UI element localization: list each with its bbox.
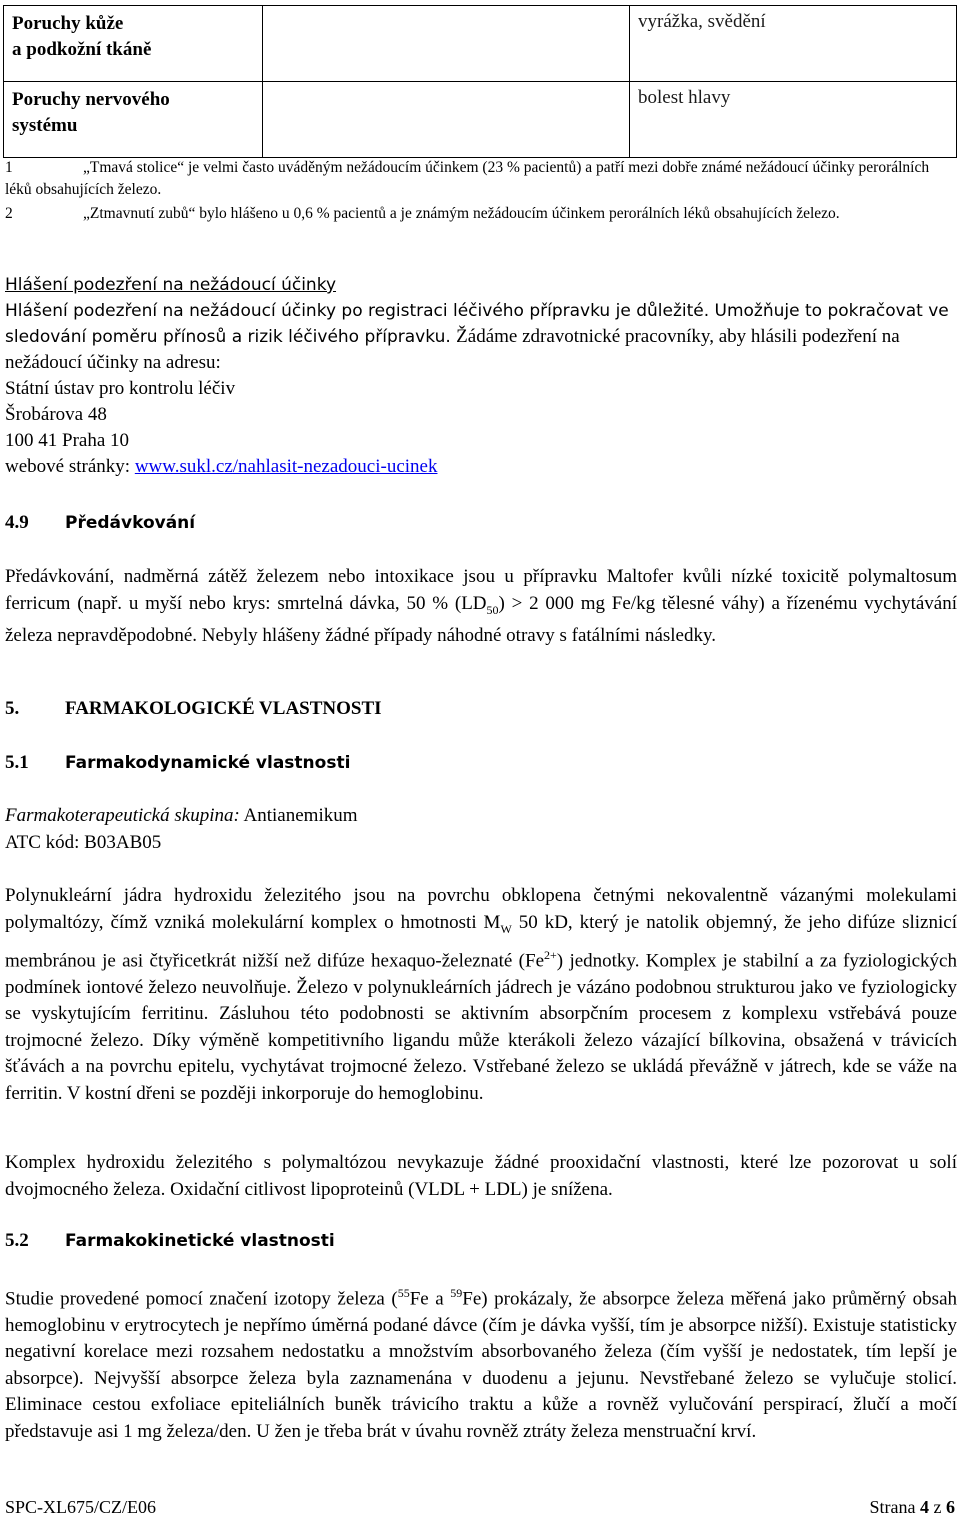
organ-class-cell [4, 82, 263, 158]
reporting-text-serif: Žádáme zdravotnické pracovníky, aby hlásili podezření na nežádoucí účinky na adresu: [5, 326, 900, 373]
pharmacodynamics-paragraph [5, 883, 957, 1107]
ld-subscript: 50 [486, 602, 499, 617]
reporting-text-sans: Hlášení podezření na nežádoucí účinky po registraci léčivého přípravku je důležité. Umožňuje to pokračovat ve sledování poměru přínosů a rizik léčivého přípravku. [5, 301, 949, 347]
fe-superscript: 2+ [544, 947, 557, 962]
isotope-55-superscript: 55 [397, 1286, 410, 1300]
pharmacodynamics-paragraph-2: Komplex hydroxidu železitého s polymaltózou nevykazuje žádné prooxidační vlastnosti, které lze pozorovat u solí dvojmocného železa. Oxidační citlivost lipoproteinů (VLDL + LDL) je snížena. [5, 1152, 957, 1200]
adverse-effects-table [3, 5, 957, 158]
reporting-heading: Hlášení podezření na nežádoucí účinky [5, 275, 337, 295]
overdose-paragraph [5, 564, 957, 649]
effect-cell: vyrážka, svědění [630, 6, 957, 82]
pd-text-c: ) jednotky. Komplex je stabilní a za fyziologických podmínek iontové železo neuvolňuje. Železo v polynukleárních jádrech je vázáno podobnou strukturou jako ve fyziologicky se vyskytujícím ferritinu. Zásluhou této podobnosti se aktivním absorpčním procesem z komplexu vstřebává pouze trojmocné železo. Díky výměně kompetitivního ligandu může kterákoli železo vázající bílkovina, obsažená v trávicích šťávách a na povrchu epitelu, vychytávat trojmocné železo. Vstřebané železo se ukládá převážně v játrech, kde se váže na ferritin. V kostní dřeni se později inkorporuje do hemoglobinu. [5, 950, 957, 1104]
pk-text-b: Fe a [409, 1288, 451, 1310]
group-label: Farmakoterapeutická skupina: [5, 805, 240, 826]
address-line-1: Státní ústav pro kontrolu léčiv [5, 378, 236, 399]
section-number: 5. [5, 698, 20, 719]
organ-class-line1: Poruchy kůže [12, 13, 124, 34]
table-row [4, 82, 957, 158]
pk-text-a: Studie provedené pomocí značení izotopy železa ( [5, 1288, 398, 1310]
footnote-text: „Tmavá stolice“ je velmi často uváděným nežádoucím účinkem (23 % pacientů) a patří mezi dobře známé nežádoucí účinky perorálních léků obsahujících železo. [5, 159, 930, 198]
section-title: Předávkování [65, 513, 196, 533]
section-title: Farmakokinetické vlastnosti [65, 1231, 335, 1251]
overdose-text: Předávkování, nadměrná zátěž železem nebo intoxikace jsou u přípravku Maltofer kvůli nízké toxicitě polymaltosum ferricum (např. u myší nebo krys: smrtelná dávka, 50 % (LD [5, 566, 957, 614]
footnote-1 [5, 157, 955, 201]
document-code: SPC-XL675/CZ/E06 [5, 1497, 157, 1517]
footnote-2 [5, 203, 955, 225]
organ-class-line1: Poruchy nervového [12, 89, 170, 110]
table-row [4, 6, 957, 82]
pd-text-a: Polynukleární jádra hydroxidu železitého jsou na povrchu obklopena četnými nekovalentně vázanými molekulami polymaltózy, čímž vzniká molekulární komplex o hmotnosti M [5, 885, 957, 933]
section-number: 4.9 [5, 512, 29, 533]
empty-cell [263, 82, 630, 158]
website-label: webové stránky: [5, 456, 135, 477]
website-link[interactable]: www.sukl.cz/nahlasit-nezadouci-ucinek [134, 456, 438, 477]
pharmacotherapeutic-group [5, 803, 957, 830]
mw-subscript: W [500, 921, 512, 936]
total-pages: 6 [946, 1497, 955, 1517]
organ-class-cell [4, 6, 263, 82]
section-number: 5.2 [5, 1230, 29, 1251]
group-value: Antianemikum [239, 805, 358, 826]
footnote-text: „Ztmavnutí zubů“ bylo hlášeno u 0,6 % pacientů a je známým nežádoucím účinkem perorálních léků obsahujících železo. [83, 205, 840, 222]
section-5-1-heading [5, 752, 350, 774]
overdose-text-cont: ) > 2 000 mg Fe/kg tělesné váhy) a řízenému vychytávání železa nepravděpodobné. Nebyly hlášeny žádné případy náhodné otravy s fatálními následky. [5, 592, 957, 646]
pharmacokinetics-paragraph [5, 1280, 957, 1445]
address-line-3: 100 41 Praha 10 [5, 430, 130, 451]
reporting-section [5, 272, 957, 480]
section-title: FARMAKOLOGICKÉ VLASTNOSTI [65, 698, 382, 719]
section-5-heading [5, 698, 382, 720]
website-line [5, 454, 957, 480]
page-number [870, 1497, 955, 1518]
section-4-9-heading [5, 512, 195, 534]
effect-cell: bolest hlavy [630, 82, 957, 158]
section-number: 5.1 [5, 752, 29, 773]
address-line-2: Šrobárova 48 [5, 404, 107, 425]
pk-text-c: Fe) prokázaly, že absorpce železa měřená jako průměrný obsah hemoglobinu v erytrocytech je nepřímo úměrná podané dávce (čím je dávka vyšší, tím je absorpce nižší). Existuje statisticky negativní korelace mezi rozsahem nedostatku a množstvím absorbovaného železa (čím vyšší je nedostatek, tím lepší je absorpce). Nejvyšší absorpce železa byla zaznamenána v duodenu a jejunu. Nevstřebané železo se vylučuje stolicí. Eliminace cestou exfoliace epiteliálních buněk trávicího traktu a kůže a rovněž vylučování perspirací, žlučí a močí představuje asi 1 mg železa/den. U žen je třeba brát v úvahu rovněž ztráty železa menstruační krví. [5, 1288, 957, 1442]
footnote-number: 2 [5, 205, 13, 222]
page-prefix: Strana [869, 1497, 920, 1517]
organ-class-line2: systému [12, 115, 78, 136]
pd-text-b: 50 kD, který je natolik objemný, že jeho difúze sliznicí membránou je asi čtyřicetkrát nižší než difúze hexaquo-železnaté (Fe [5, 911, 957, 972]
atc-code: ATC kód: B03AB05 [5, 832, 162, 853]
section-title: Farmakodynamické vlastnosti [65, 753, 351, 773]
isotope-59-superscript: 59 [450, 1286, 463, 1300]
section-5-2-heading [5, 1230, 335, 1252]
reporting-paragraph [5, 298, 957, 376]
page-separator: z [929, 1497, 946, 1517]
organ-class-line2: a podkožní tkáně [12, 39, 152, 60]
current-page: 4 [920, 1497, 929, 1517]
page-footer [5, 1497, 955, 1518]
empty-cell [263, 6, 630, 82]
footnote-number: 1 [5, 159, 13, 176]
